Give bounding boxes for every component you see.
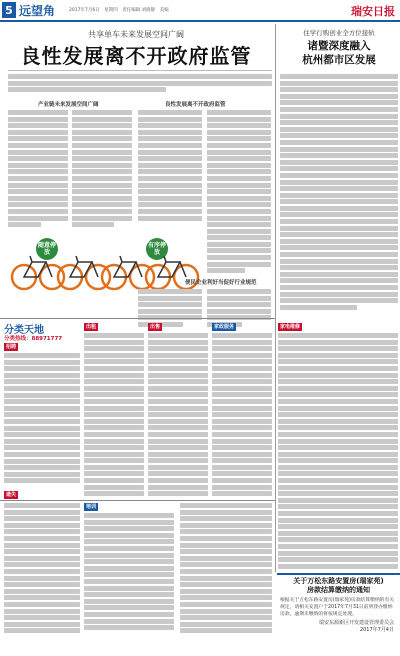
- text-column-4b: [207, 222, 271, 275]
- right-article-subtitle: 住学行购创业全方位接轨: [303, 29, 375, 37]
- label-appliance-repair: 家电维修: [280, 324, 301, 330]
- label-lost: 遗失: [6, 492, 17, 498]
- notice-box: [277, 573, 400, 656]
- text-column-4: [207, 110, 271, 222]
- column-divider: [275, 24, 276, 572]
- bubble-disorder: 随意停放: [36, 238, 58, 260]
- lost-column: [4, 503, 80, 635]
- date-line: 2017年7月6日 星期四 责任编辑 刘晓静 美编: [69, 8, 169, 13]
- page-number: 5: [2, 2, 16, 18]
- article-subtitle: 共享单车未来发展空间广阔: [88, 30, 184, 39]
- ads-column-2: [84, 333, 144, 498]
- bicycles-illustration: [10, 232, 200, 292]
- ads-column-4: [212, 333, 272, 498]
- ads-column-5: [278, 333, 398, 570]
- bubble-order: 有序停放: [146, 238, 168, 260]
- notice-body: 根据关于万松东路安置房(瑞家苑)房款结算缴纳的有关规定，请相关安置户于2017年7月31日前到我办缴纳房款，逾期未缴纳的将按规定处理。: [280, 598, 395, 617]
- section-name: 远望角: [19, 3, 56, 18]
- notice-signature: 瑞安东源新区开发建设管理委员会: [318, 620, 394, 626]
- label-hiring: 招聘: [6, 344, 17, 350]
- section-head-left: 产业链未来发展空间广阔: [38, 102, 99, 108]
- label-sale: 出售: [150, 324, 161, 330]
- title-rule: [8, 70, 272, 71]
- lost-column-2: [84, 513, 174, 632]
- text-column-2: [72, 110, 132, 229]
- classifieds-phone: 分类热线：88971777: [4, 336, 63, 342]
- text-column-3: [138, 110, 202, 222]
- label-rent: 出租: [86, 324, 97, 330]
- article-lead: [8, 74, 272, 94]
- lower-divider: [0, 500, 275, 501]
- right-article-body: [280, 74, 398, 311]
- page-header: [0, 0, 400, 22]
- right-article-title-2: 杭州都市区发展: [302, 54, 376, 66]
- notice-title-2: 房款结算缴纳的通知: [307, 586, 370, 594]
- ads-column-1: [4, 353, 80, 485]
- notice-date: 2017年7月4日: [359, 627, 394, 633]
- ads-column-3: [148, 333, 208, 498]
- right-article-title-1: 诸暨深度融入: [307, 40, 371, 52]
- classifieds-title: 分类天地: [4, 325, 44, 336]
- label-training: 培训: [86, 504, 97, 510]
- lost-column-3: [180, 503, 272, 635]
- label-housekeeping: 家政服务: [214, 324, 235, 330]
- notice-title-1: 关于万松东路安置房(瑞家苑): [293, 577, 384, 585]
- section-head-right: 良性发展离不开政府监管: [165, 102, 226, 108]
- classifieds-divider: [0, 318, 275, 319]
- text-column-1: [8, 110, 68, 229]
- article-title: 良性发展离不开政府监管: [20, 44, 252, 68]
- section-head-bottom: 便民企业利好当促好行业规范: [185, 280, 257, 286]
- newspaper-logo: 瑞安日报: [351, 5, 395, 18]
